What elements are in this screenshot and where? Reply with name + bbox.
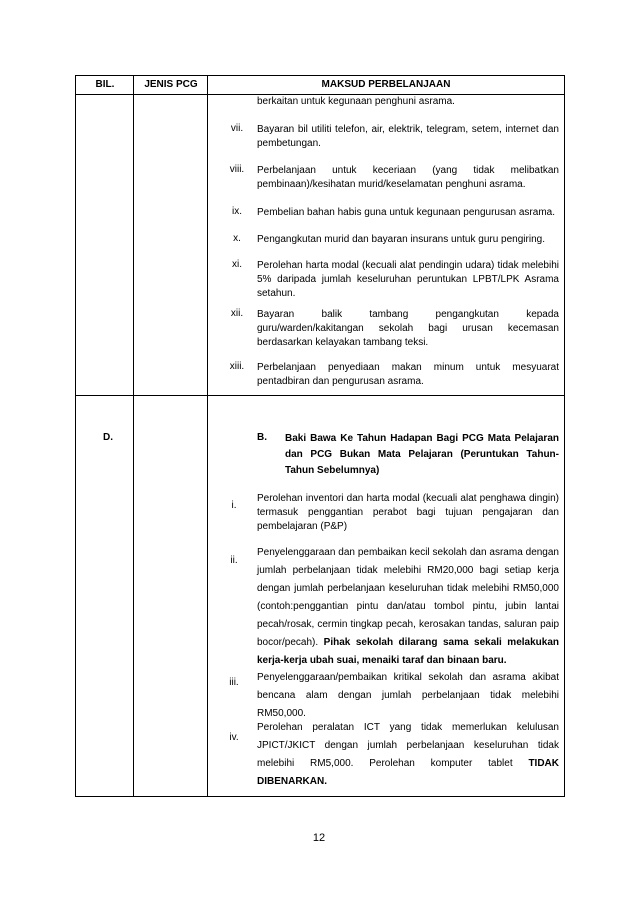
list-item: Perbelanjaan untuk keceriaan (yang tidak melibatkan pembinaan)/kesihatan murid/keselamatan penghuni asrama. xyxy=(257,165,559,190)
item-numeral: ii. xyxy=(230,555,238,566)
section-label-d: D. xyxy=(103,432,113,443)
list-item: Perolehan inventori dan harta modal (kecuali alat penghawa dingin) termasuk penggantian perabot bagi tujuan pengajaran dan pembelajaran (P&P) xyxy=(257,493,559,532)
item-bold-text: TIDAK DIBENARKAN. xyxy=(257,758,559,787)
list-item xyxy=(257,544,559,670)
item-numeral: iii. xyxy=(229,677,239,688)
item-numeral: viii. xyxy=(229,164,245,175)
subsection-letter: B. xyxy=(257,432,267,443)
item-bold-text: Pihak sekolah dilarang sama sekali melakukan kerja-kerja ubah suai, menaiki taraf dan binaan baru. xyxy=(257,637,559,666)
list-item: Bayaran balik tambang pengangkutan kepada guru/warden/kakitangan sekolah bagi urusan kecemasan berdasarkan kelayakan tambang teksi. xyxy=(257,309,559,348)
header-maksud: MAKSUD PERBELANJAAN xyxy=(321,79,451,90)
subsection-title: Baki Bawa Ke Tahun Hadapan Bagi PCG Mata Pelajaran dan PCG Bukan Mata Pelajaran (Peruntukan Tahun-Tahun Sebelumnya) xyxy=(285,433,559,476)
expenditure-table xyxy=(75,75,565,797)
list-item xyxy=(257,719,559,791)
table-header-row xyxy=(76,76,564,95)
column-divider-2 xyxy=(207,76,208,796)
list-item: Pengangkutan murid dan bayaran insurans untuk guru pengiring. xyxy=(257,234,545,245)
header-jenis-pcg: JENIS PCG xyxy=(144,79,198,90)
item-numeral: xi. xyxy=(232,259,242,270)
list-item: Perbelanjaan penyediaan makan minum untuk mesyuarat pentadbiran dan pengurusan asrama. xyxy=(257,362,559,387)
item-text: Perolehan peralatan ICT yang tidak memerlukan kelulusan JPICT/JKICT dengan jumlah perbelanjaan keseluruhan tidak melebihi RM5,000. Perolehan komputer tablet xyxy=(257,722,559,769)
list-item: Pembelian bahan habis guna untuk kegunaan pengurusan asrama. xyxy=(257,207,555,218)
page-number: 12 xyxy=(312,832,326,844)
list-item: Bayaran bil utiliti telefon, air, elektrik, telegram, setem, internet dan pembetungan. xyxy=(257,124,559,149)
section-divider xyxy=(76,395,564,396)
column-divider-1 xyxy=(133,76,134,796)
list-item: Perolehan harta modal (kecuali alat pendingin udara) tidak melebihi 5% daripada jumlah keseluruhan peruntukan LPBT/LPK Asrama setahun. xyxy=(257,260,559,299)
header-bil: BIL. xyxy=(95,79,115,90)
item-numeral: vii. xyxy=(230,123,244,134)
list-item: Penyelenggaraan/pembaikan kritikal sekolah dan asrama akibat bencana alam dengan jumlah perbelanjaan tidak melebihi RM50,000. xyxy=(257,672,559,719)
item-numeral: iv. xyxy=(229,732,239,743)
item-numeral: i. xyxy=(231,500,237,511)
item-numeral: x. xyxy=(233,233,241,244)
item-numeral: xiii. xyxy=(229,361,245,372)
item-numeral: xii. xyxy=(230,308,244,319)
item-text: Penyelenggaraan dan pembaikan kecil sekolah dan asrama dengan jumlah perbelanjaan tidak melebihi RM20,000 bagi setiap kerja dengan jumlah perbelanjaan keseluruhan tidak melebihi RM50,000 (contoh:penggantian pintu dan/atau tombol pintu, jubin lantai pecah/rosak, cermin tingkap pecah, kerosakan tandas, saluran paip bocor/pecah). xyxy=(257,547,559,648)
continuation-text: berkaitan untuk kegunaan penghuni asrama. xyxy=(257,96,455,107)
item-numeral: ix. xyxy=(232,206,242,217)
